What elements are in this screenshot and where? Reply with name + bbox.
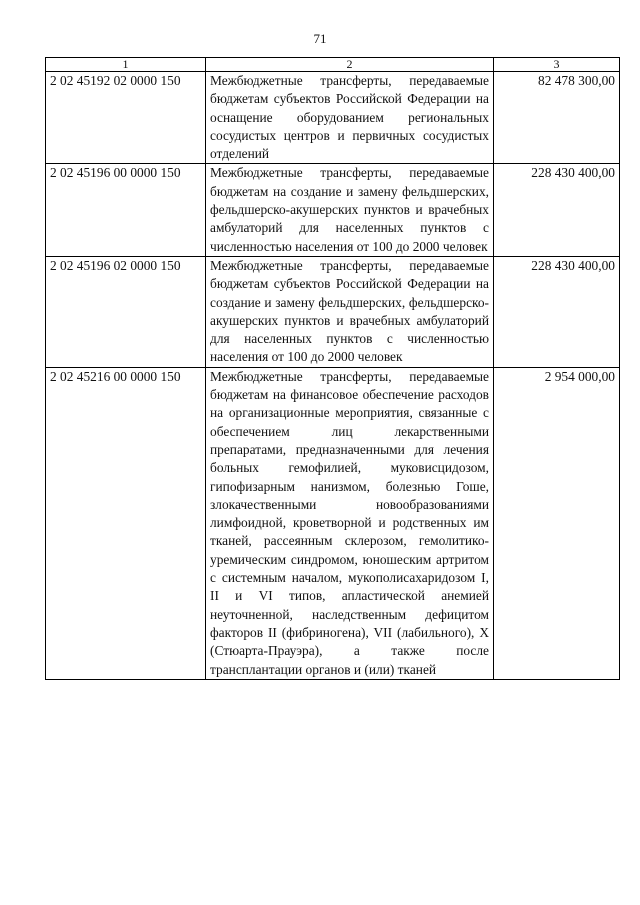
item-description: Межбюджетные трансферты, передаваемые бюджетам субъектов Российской Федерации на создание и замену фельдшерских, фельдшерско-акушерских пунктов и врачебных амбулаторий для населенных пунктов с численностью населения от 100 до 2000 человек bbox=[206, 256, 494, 367]
budget-code: 2 02 45216 00 0000 150 bbox=[46, 367, 206, 679]
header-row bbox=[46, 58, 620, 72]
item-description: Межбюджетные трансферты, передаваемые бюджетам на финансовое обеспечение расходов на организационные мероприятия, связанные с обеспечением лиц лекарственными препаратами, предназначенными для лечения больных гемофилией, муковисцидозом, гипофизарным нанизмом, болезнью Гоше, злокачественными новообразованиями лимфоидной, кроветворной и родственных им тканей, рассеянным склерозом, гемолитико-уремическим синдромом, юношеским артритом с системным началом, мукополисахаридозом I, II и VI типов, апластической анемией неуточненной, наследственным дефицитом факторов II (фибриногена), VII (лабильного), X (Стюарта-Прауэра), а также после трансплантации органов и (или) тканей bbox=[206, 367, 494, 679]
column-header-2: 2 bbox=[206, 58, 494, 72]
item-amount: 2 954 000,00 bbox=[494, 367, 620, 679]
item-description: Межбюджетные трансферты, передаваемые бюджетам на создание и замену фельдшерских, фельдшерско-акушерских пунктов и врачебных амбулаторий для населенных пунктов с численностью населения от 100 до 2000 человек bbox=[206, 164, 494, 256]
column-header-3: 3 bbox=[494, 58, 620, 72]
item-amount: 228 430 400,00 bbox=[494, 256, 620, 367]
item-amount: 82 478 300,00 bbox=[494, 72, 620, 164]
budget-code: 2 02 45196 00 0000 150 bbox=[46, 164, 206, 256]
table-row bbox=[46, 367, 620, 679]
table-row bbox=[46, 256, 620, 367]
budget-code: 2 02 45196 02 0000 150 bbox=[46, 256, 206, 367]
item-description: Межбюджетные трансферты, передаваемые бюджетам субъектов Российской Федерации на оснащение оборудованием региональных сосудистых центров и первичных сосудистых отделений bbox=[206, 72, 494, 164]
table-row bbox=[46, 72, 620, 164]
table-row bbox=[46, 164, 620, 256]
page-number: 71 bbox=[313, 31, 327, 46]
column-header-1: 1 bbox=[46, 58, 206, 72]
budget-table bbox=[45, 57, 620, 680]
budget-code: 2 02 45192 02 0000 150 bbox=[46, 72, 206, 164]
item-amount: 228 430 400,00 bbox=[494, 164, 620, 256]
